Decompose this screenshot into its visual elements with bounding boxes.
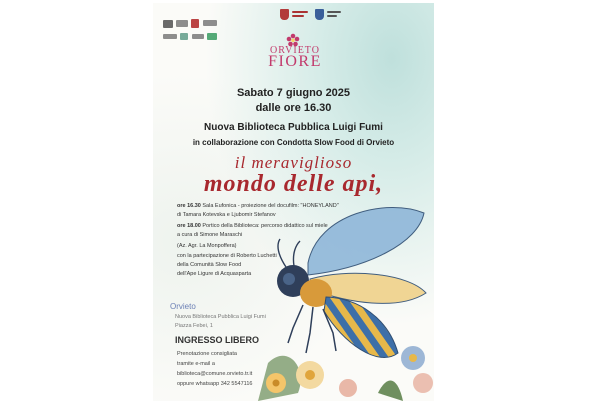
sponsor-logo — [203, 20, 217, 26]
event-venue: Nuova Biblioteca Pubblica Luigi Fumi — [204, 122, 383, 133]
event-title-line-2: mondo delle api, — [203, 171, 384, 197]
program-line: con la partecipazione di Roberto Luchetti — [177, 253, 277, 259]
organizer-logo-text — [327, 11, 341, 13]
program-line: ore 18.00 Portico della Biblioteca: percorso didattico sul miele — [177, 223, 328, 229]
address-line: Nuova Biblioteca Pubblica Luigi Fumi — [175, 314, 266, 320]
entry-notice: INGRESSO LIBERO — [175, 335, 260, 345]
program-line: dell'Ape Ligure di Acquasparta — [177, 271, 252, 277]
festival-brand — [252, 45, 338, 71]
contact-phone: oppure whatsapp 342 5547116 — [177, 381, 253, 387]
organizer-logo-text — [292, 11, 308, 13]
contact-line: Prenotazione consigliata — [177, 351, 237, 357]
event-time: dalle ore 16.30 — [255, 102, 332, 114]
event-collaboration: in collaborazione con Condotta Slow Food di Orvieto — [192, 138, 395, 147]
sponsor-logo — [163, 20, 173, 28]
address-line: Piazza Febei, 1 — [175, 323, 213, 329]
brand-line-1: ORVIETO — [270, 45, 320, 56]
brand-line-2: FIORE — [268, 53, 322, 70]
sponsor-logo — [176, 20, 188, 27]
event-title-line-1: il meraviglioso — [234, 153, 353, 172]
antenna — [293, 241, 300, 266]
upper-wing — [308, 207, 424, 275]
organizer-logo-text — [292, 15, 304, 17]
event-date: Sabato 7 giugno 2025 — [236, 87, 351, 99]
sponsor-logo — [191, 19, 199, 28]
sponsor-logo — [180, 33, 188, 40]
sponsor-logo — [163, 34, 177, 39]
contact-line: tramite e-mail a — [177, 361, 215, 367]
sponsor-logo — [192, 34, 204, 39]
program-line: della Comunità Slow Food — [177, 262, 242, 268]
program-line: (Az. Agr. La Monpoffera) — [177, 243, 237, 249]
location-title: Orvieto — [170, 302, 196, 311]
sponsor-logo — [207, 33, 217, 40]
city-crest-icon — [280, 9, 289, 20]
organizer-logo-text — [327, 15, 337, 17]
program-time: ore 18.00 — [177, 223, 201, 229]
antenna — [278, 239, 286, 267]
program-line: a cura di Simone Maraschi — [177, 232, 243, 238]
contact-email[interactable]: biblioteca@comune.orvieto.tr.it — [177, 371, 253, 377]
program-line: ore 16.30 Sala Eufonica - proiezione del docufilm: "HONEYLAND" — [177, 203, 339, 209]
program-line: di Tamara Kotevska e Ljubomir Stefanov — [177, 212, 276, 218]
program-time: ore 16.30 — [177, 203, 201, 209]
event-poster — [153, 3, 434, 401]
library-crest-icon — [315, 9, 324, 20]
sponsor-logos — [163, 15, 223, 41]
flower-cluster — [258, 346, 433, 401]
